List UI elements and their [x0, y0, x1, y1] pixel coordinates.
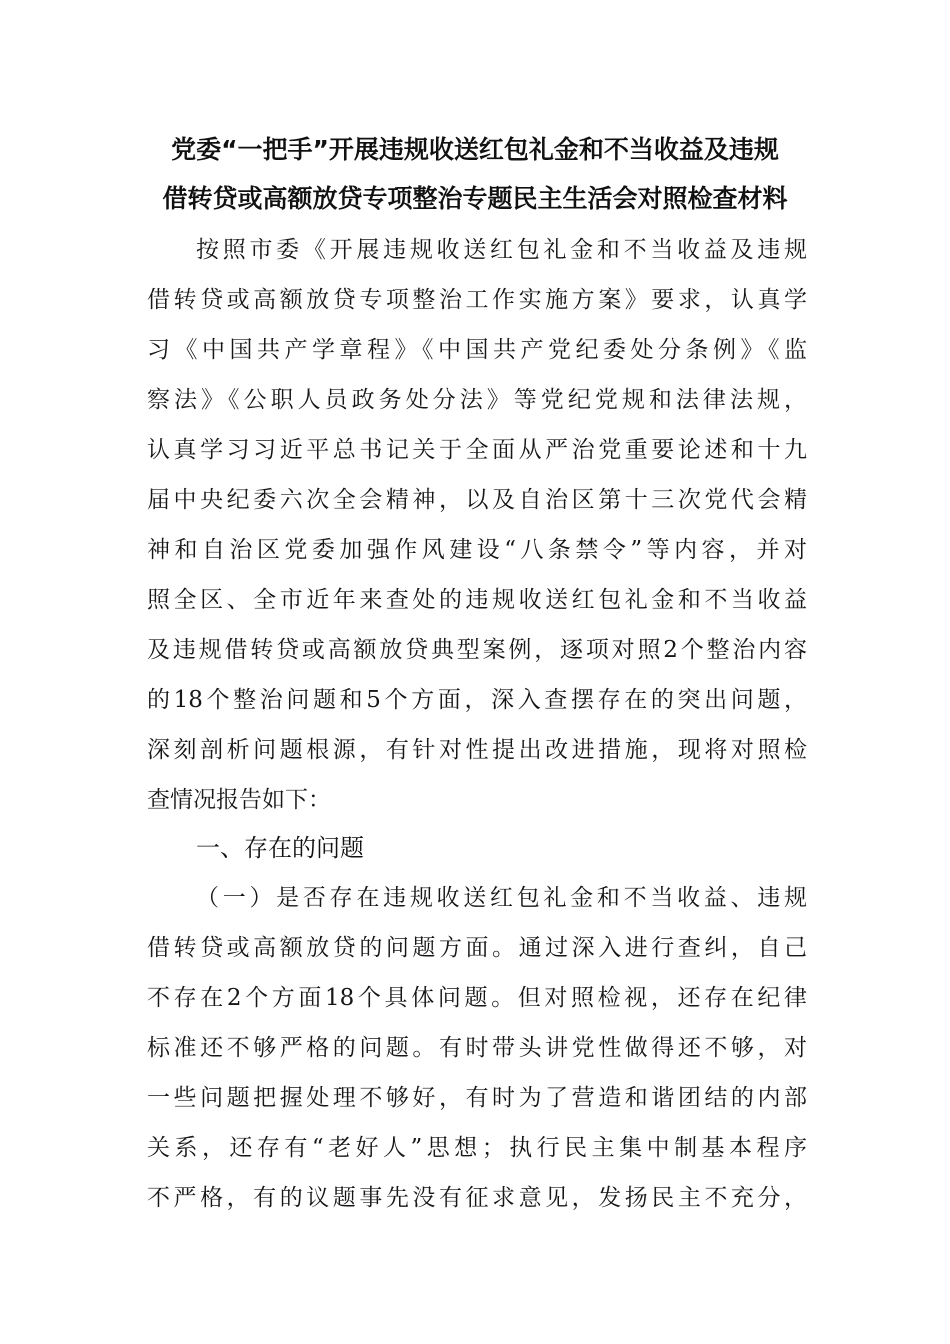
- intro-paragraph-line: 神和自治区党委加强作风建设“八条禁令”等内容，并对: [147, 537, 807, 563]
- intro-paragraph-line: 深刻剖析问题根源，有针对性提出改进措施，现将对照检: [147, 737, 807, 763]
- intro-paragraph-line: 认真学习习近平总书记关于全面从严治党重要论述和十九: [147, 437, 807, 463]
- intro-paragraph-line: 按照市委《开展违规收送红包礼金和不当收益及违规: [196, 237, 807, 263]
- intro-paragraph-line: 的18个整治问题和5个方面，深入查摆存在的突出问题，: [147, 687, 807, 713]
- intro-paragraph-line: 届中央纪委六次全会精神，以及自治区第十三次党代会精: [147, 487, 807, 513]
- sub-paragraph-line: 一些问题把握处理不够好，有时为了营造和谐团结的内部: [147, 1085, 807, 1111]
- intro-paragraph-line: 习《中国共产学章程》《中国共产党纪委处分条例》《监: [147, 337, 807, 363]
- intro-paragraph-line: 察法》《公职人员政务处分法》等党纪党规和法律法规，: [147, 387, 807, 413]
- document-title-line-2: 借转贷或高额放贷专项整治专题民主生活会对照检查材料: [162, 184, 788, 213]
- document-title-line-1: 党委“一把手”开展违规收送红包礼金和不当收益及违规: [171, 135, 779, 164]
- intro-paragraph-line: 查情况报告如下：: [147, 787, 331, 813]
- intro-paragraph-line: 及违规借转贷或高额放贷典型案例，逐项对照2个整治内容: [147, 637, 807, 663]
- section-heading: 一、存在的问题: [196, 834, 364, 862]
- sub-paragraph-line: 不存在2个方面18个具体问题。但对照检视，还存在纪律: [147, 985, 807, 1011]
- intro-paragraph-line: 照全区、全市近年来查处的违规收送红包礼金和不当收益: [147, 587, 807, 613]
- sub-paragraph-line: （一）是否存在违规收送红包礼金和不当收益、违规: [196, 885, 807, 911]
- sub-paragraph-line: 标准还不够严格的问题。有时带头讲党性做得还不够，对: [147, 1035, 807, 1061]
- sub-paragraph-line: 关系，还存有“老好人”思想；执行民主集中制基本程序: [147, 1135, 807, 1161]
- sub-paragraph-line: 不严格，有的议题事先没有征求意见，发扬民主不充分，: [147, 1185, 807, 1211]
- intro-paragraph-line: 借转贷或高额放贷专项整治工作实施方案》要求，认真学: [147, 287, 807, 313]
- sub-paragraph-line: 借转贷或高额放贷的问题方面。通过深入进行查纠，自己: [147, 935, 807, 961]
